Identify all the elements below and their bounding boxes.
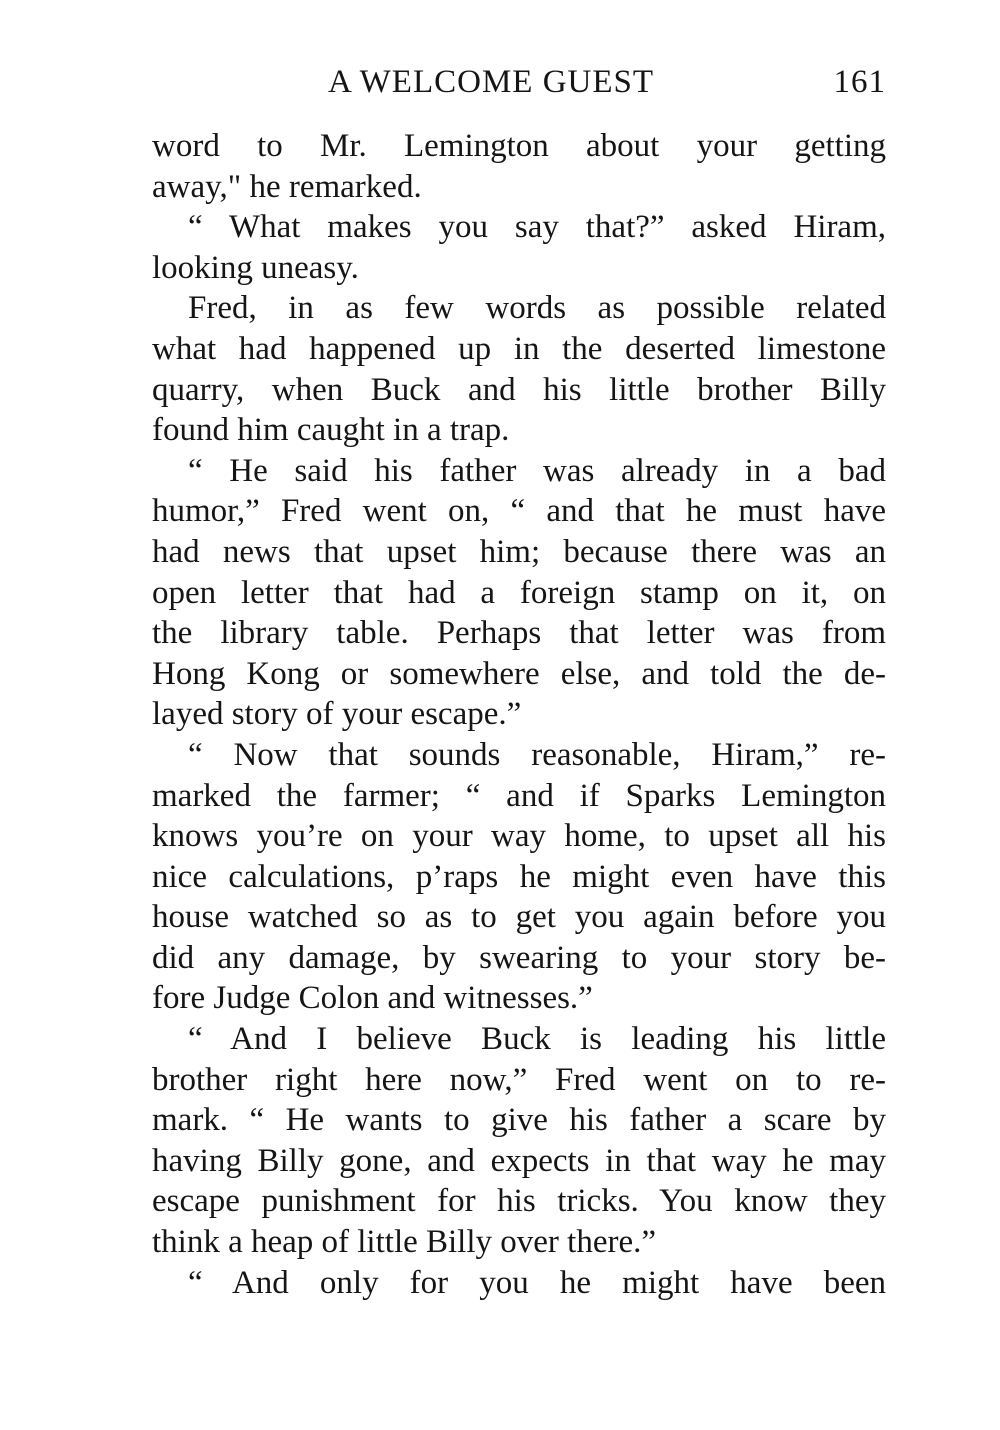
text-line: Fred, in as few words as possible related bbox=[188, 290, 886, 327]
text-line: Hong Kong or somewhere else, and told the de- bbox=[152, 655, 886, 692]
text-line: word to Mr. Lemington about your getting bbox=[152, 128, 886, 164]
text-line: away," he remarked. bbox=[152, 168, 422, 205]
text-line: what had happened up in the deserted limestone bbox=[152, 330, 886, 367]
text-line: “ Now that sounds reasonable, Hiram,” re- bbox=[188, 736, 886, 773]
text-line: marked the farmer; “ and if Sparks Lemington bbox=[152, 777, 886, 814]
text-line: found him caught in a trap. bbox=[152, 412, 510, 449]
text-line: mark. “ He wants to give his father a scare by bbox=[152, 1102, 886, 1139]
text-line: “ He said his father was already in a bad bbox=[188, 452, 886, 489]
text-line: layed story of your escape.” bbox=[152, 696, 522, 733]
running-head bbox=[150, 58, 886, 106]
text-line: nice calculations, p’raps he might even have this bbox=[152, 858, 886, 895]
text-line: fore Judge Colon and witnesses.” bbox=[152, 980, 593, 1017]
page-number: 161 bbox=[833, 64, 886, 100]
text-line: did any damage, by swearing to your story be- bbox=[152, 939, 886, 976]
text-line: having Billy gone, and expects in that way he may bbox=[152, 1142, 886, 1179]
text-line: “ What makes you say that?” asked Hiram, bbox=[188, 209, 886, 246]
text-line: house watched so as to get you again before you bbox=[152, 899, 886, 936]
text-line: think a heap of little Billy over there.” bbox=[152, 1224, 657, 1261]
text-line: humor,” Fred went on, “ and that he must have bbox=[152, 493, 886, 530]
text-line: quarry, when Buck and his little brother Billy bbox=[152, 371, 886, 408]
text-line: looking uneasy. bbox=[152, 249, 359, 286]
text-line: escape punishment for his tricks. You know they bbox=[152, 1183, 886, 1220]
text-line: “ And only for you he might have been bbox=[188, 1264, 886, 1301]
text-line: open letter that had a foreign stamp on it, on bbox=[152, 574, 886, 611]
text-line: “ And I believe Buck is leading his little bbox=[188, 1021, 886, 1058]
chapter-title: A WELCOME GUEST bbox=[328, 64, 655, 100]
body-text bbox=[152, 126, 886, 1303]
text-line: had news that upset him; because there was an bbox=[152, 533, 886, 570]
text-line: the library table. Perhaps that letter was from bbox=[152, 615, 886, 652]
text-line: knows you’re on your way home, to upset all his bbox=[152, 818, 886, 855]
text-line: brother right here now,” Fred went on to re- bbox=[152, 1061, 886, 1098]
